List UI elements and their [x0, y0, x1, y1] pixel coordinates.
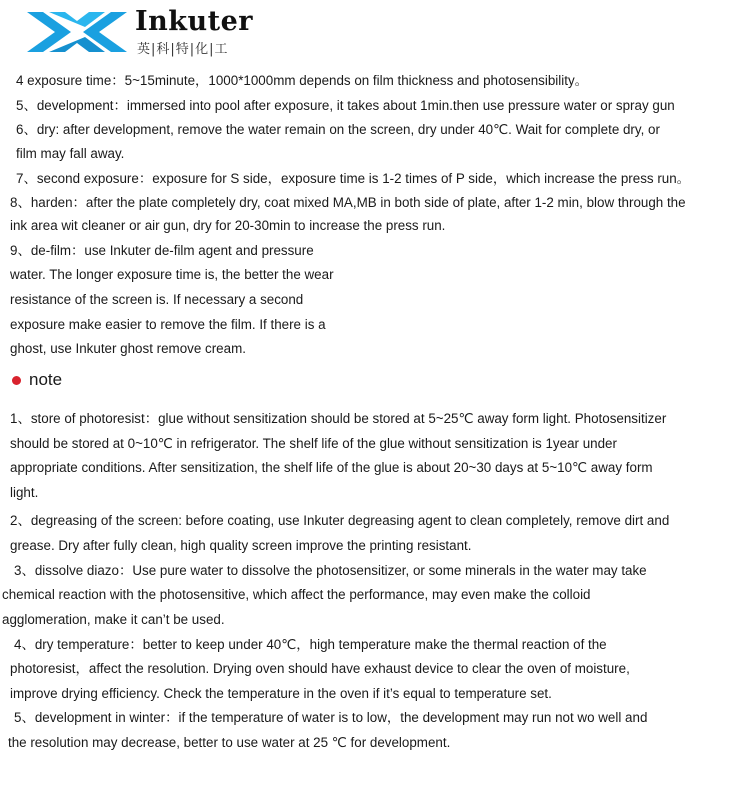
note-1-line: 1、store of photoresist：glue without sensitization should be stored at 5~25℃ away form light. Photosensitizer: [10, 411, 667, 426]
note-5-line-cont: the resolution may decrease, better to use water at 25 ℃ for development.: [8, 735, 451, 750]
step-9-line-cont-2: resistance of the screen is. If necessary a second: [10, 292, 304, 307]
step-9-line-cont-1: water. The longer exposure time is, the better the wear: [10, 267, 334, 282]
step-6-line: 6、dry: after development, remove the water remain on the screen, dry under 40℃. Wait for complete dry, or: [16, 122, 660, 137]
step-6-line-cont: film may fall away.: [16, 146, 125, 161]
note-3-line-cont-2: agglomeration, make it can’t be used.: [2, 612, 225, 627]
note-5-line: 5、development in winter：if the temperature of water is to low，the development may run not wo well and: [14, 710, 648, 725]
step-9-line: 9、de-film：use Inkuter de-film agent and pressure: [10, 243, 314, 258]
inkuter-x-logo-icon: [27, 12, 127, 52]
note-1-line-cont-3: light.: [10, 485, 39, 500]
note-4-line: 4、dry temperature：better to keep under 40℃，high temperature make the thermal reaction of the: [14, 637, 607, 652]
note-3-line-cont-1: chemical reaction with the photosensitive, which affect the performance, may even make the colloid: [2, 587, 591, 602]
note-4-line-cont-1: photoresist，affect the resolution. Drying oven should have exhaust device to clear the oven of moisture,: [10, 661, 630, 676]
brand-name: Inkuter: [135, 6, 253, 37]
step-8-line-cont: ink area wit cleaner or air gun, dry for 20-30min to increase the press run.: [10, 218, 446, 233]
step-4-line: 4 exposure time：5~15minute，1000*1000mm depends on film thickness and photosensibility。: [16, 73, 589, 88]
step-7-line: 7、second exposure：exposure for S side，exposure time is 1-2 times of P side，which increase the press run。: [16, 171, 691, 186]
note-heading-text: note: [29, 370, 63, 389]
step-9-line-cont-3: exposure make easier to remove the film. If there is a: [10, 317, 326, 332]
step-9-line-cont-4: ghost, use Inkuter ghost remove cream.: [10, 341, 246, 356]
note-2-line: 2、degreasing of the screen: before coating, use Inkuter degreasing agent to clean completely, remove dirt and: [10, 513, 670, 528]
step-5-line: 5、development：immersed into pool after exposure, it takes about 1min.then use pressure water or spray gun: [16, 98, 675, 113]
brand-subtitle-cn: 英|科|特|化|工: [137, 42, 229, 57]
note-2-line-cont: grease. Dry after fully clean, high quality screen improve the printing resistant.: [10, 538, 472, 553]
note-1-line-cont-1: should be stored at 0~10℃ in refrigerator. The shelf life of the glue without sensitization is 1year under: [10, 436, 617, 451]
step-8-line: 8、harden：after the plate completely dry, coat mixed MA,MB in both side of plate, after 1-2 min, blow through the: [10, 195, 686, 210]
note-3-line: 3、dissolve diazo：Use pure water to dissolve the photosensitizer, or some minerals in the water may take: [14, 563, 647, 578]
brand-logo: [27, 6, 257, 57]
note-1-line-cont-2: appropriate conditions. After sensitization, the shelf life of the glue is about 20~30 days at 5~10℃ away form: [10, 460, 653, 475]
bullet-dot-icon: [12, 376, 21, 385]
note-4-line-cont-2: improve drying efficiency. Check the temperature in the oven if it’s equal to temperature set.: [10, 686, 552, 701]
